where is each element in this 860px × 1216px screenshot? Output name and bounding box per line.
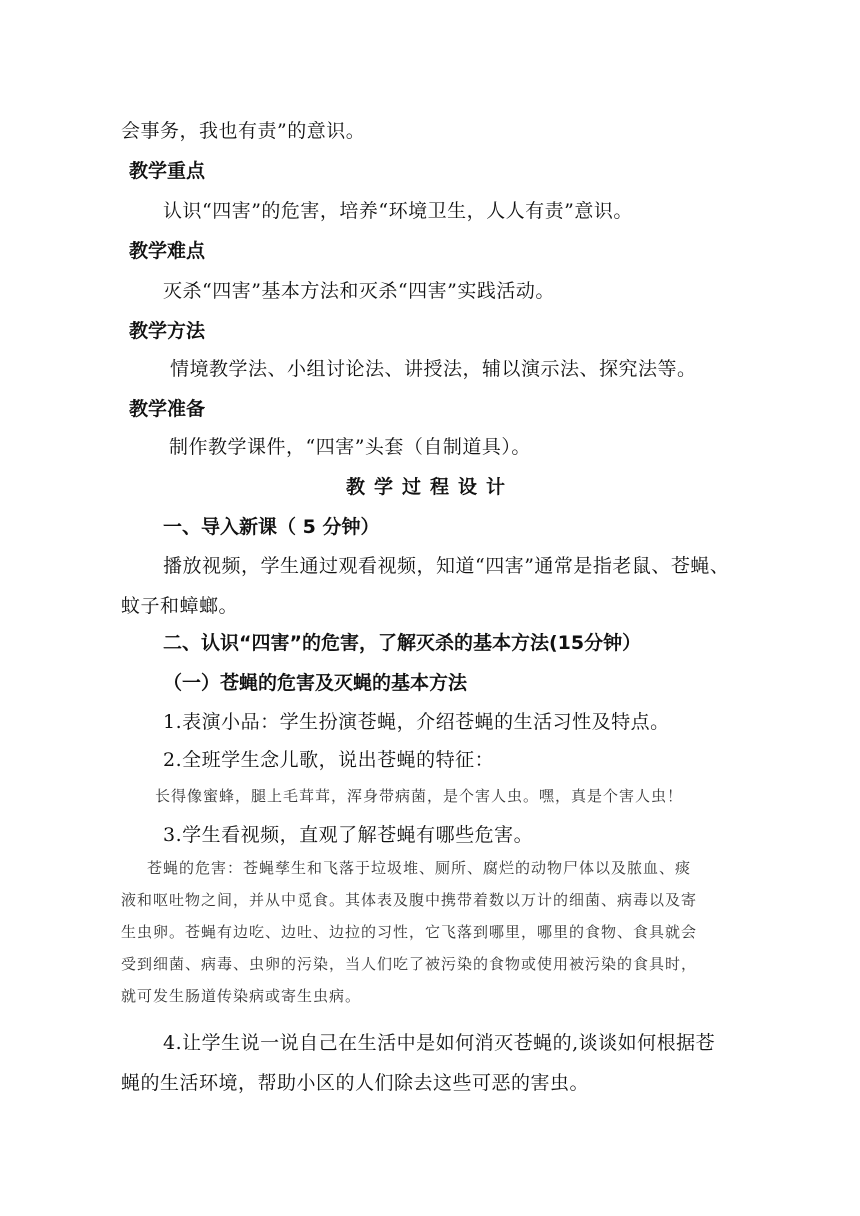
text-line: 情境教学法、小组讨论法、讲授法，辅以演示法、探究法等。 xyxy=(170,358,697,380)
section-heading-hazards: 二、认识“四害”的危害，了解灭杀的基本方法(15分钟） xyxy=(163,632,642,654)
text-line: 2.全班学生念儿歌，说出苍蝇的特征： xyxy=(163,749,495,771)
subsection-heading-flies: （一）苍蝇的危害及灭蝇的基本方法 xyxy=(163,672,468,694)
text-line: 3.学生看视频，直观了解苍蝇有哪些危害。 xyxy=(163,824,534,846)
text-line: 灭杀“四害”基本方法和灭杀“四害”实践活动。 xyxy=(163,280,555,302)
section-heading-methods: 教学方法 xyxy=(129,320,206,342)
text-line: 4.让学生说一说自己在生活中是如何消灭苍蝇的,谈谈如何根据苍 xyxy=(163,1032,716,1054)
text-line: 1.表演小品：学生扮演苍蝇，介绍苍蝇的生活习性及特点。 xyxy=(163,711,670,733)
text-line: 制作教学课件，“四害”头套（自制道具）。 xyxy=(169,436,531,458)
text-line: 播放视频，学生通过观看视频，知道“四害”通常是指老鼠、苍蝇、 xyxy=(163,555,730,577)
paragraph-line: 生虫卵。苍蝇有边吃、边吐、边拉的习性，它飞落到哪里，哪里的食物、食具就会 xyxy=(121,923,698,941)
section-heading-intro: 一、导入新课（ 5 分钟） xyxy=(163,516,380,538)
paragraph-line: 受到细菌、病毒、虫卵的污染，当人们吃了被污染的食物或使用被污染的食具时， xyxy=(121,955,698,973)
text-line: 会事务，我也有责”的意识。 xyxy=(121,120,366,142)
text-line: 蝇的生活环境，帮助小区的人们除去这些可恶的害虫。 xyxy=(121,1072,590,1094)
rhyme-line: 长得像蜜蜂，腿上毛茸茸，浑身带病菌，是个害人虫。嘿，真是个害人虫！ xyxy=(155,787,684,805)
page-title: 教学过程设计 xyxy=(345,476,514,498)
paragraph-line: 液和呕吐物之间，并从中觅食。其体表及腹中携带着数以万计的细菌、病毒以及寄 xyxy=(121,891,698,909)
paragraph-line: 就可发生肠道传染病或寄生虫病。 xyxy=(121,987,362,1005)
section-heading-preparation: 教学准备 xyxy=(129,398,206,420)
text-line: 认识“四害”的危害，培养“环境卫生，人人有责”意识。 xyxy=(163,200,633,222)
text-line: 蚊子和蟑螂。 xyxy=(121,595,239,617)
section-heading-difficulties: 教学难点 xyxy=(129,240,206,262)
paragraph-line: 苍蝇的危害：苍蝇孳生和飞落于垃圾堆、厕所、腐烂的动物尸体以及脓血、痰 xyxy=(147,859,692,877)
section-heading-key-points: 教学重点 xyxy=(129,160,206,182)
